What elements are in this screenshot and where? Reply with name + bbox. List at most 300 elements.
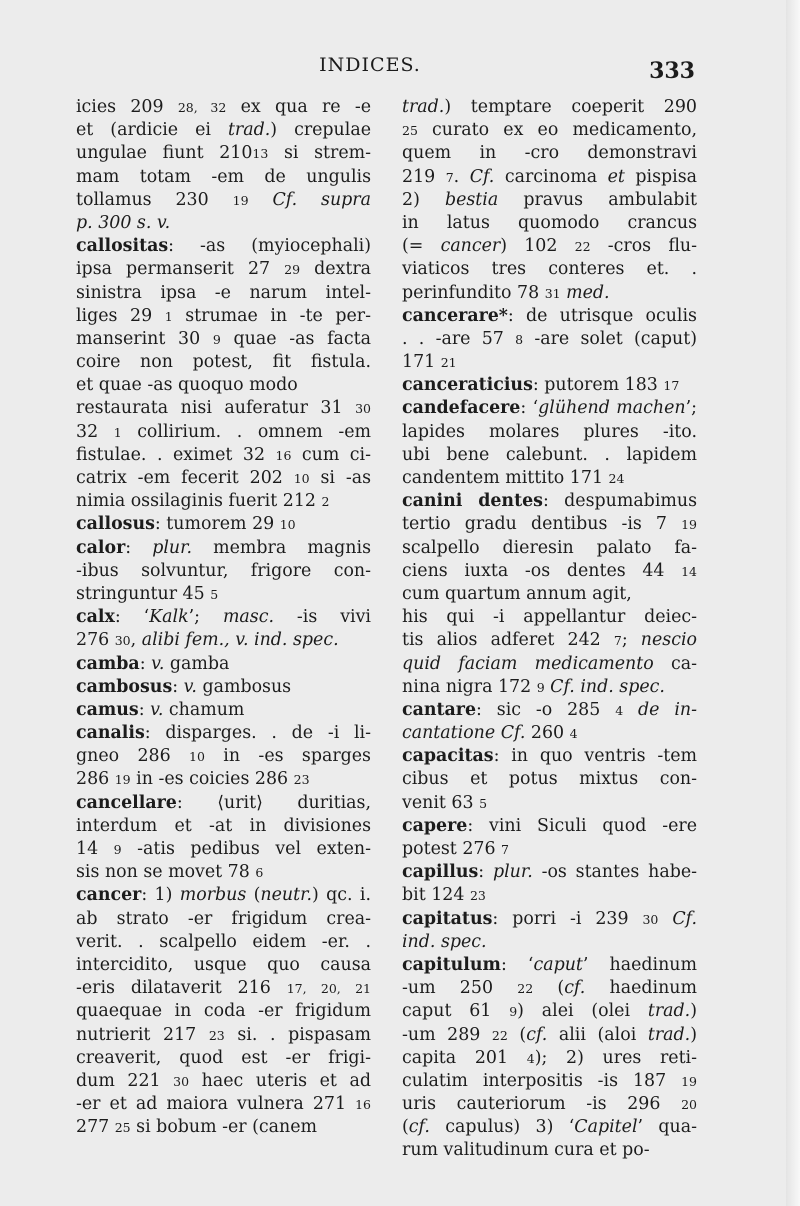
index-line: [76, 119, 371, 142]
entry-text: ipsa permanserit 27: [76, 259, 285, 280]
entry-text: [658, 909, 672, 929]
line-reference: 19: [232, 192, 249, 208]
index-line: [402, 583, 697, 606]
index-line: [402, 745, 697, 768]
line-reference: 30: [355, 401, 371, 417]
line-reference: 20: [681, 1097, 697, 1113]
index-line: [402, 884, 697, 907]
entry-text: :: [125, 537, 153, 558]
entry-text: gamba: [164, 653, 230, 674]
entry-text: chamum: [163, 699, 245, 720]
entry-text: nina nigra 172: [402, 676, 537, 697]
entry-text: -are solet (caput): [523, 328, 697, 349]
entry-text: Cf. supra: [272, 189, 371, 210]
entry-text: potest 276: [402, 839, 502, 859]
entry-text: : -as (myiocephali): [168, 236, 371, 257]
index-line: [402, 513, 697, 536]
line-reference: 25: [402, 123, 418, 139]
entry-text: : porri -i 239: [492, 908, 643, 929]
index-line: [402, 768, 697, 791]
entry-text: ); 2) ures reti-: [534, 1047, 697, 1068]
headword: camba: [76, 653, 140, 674]
index-line: [402, 699, 697, 722]
index-line: [76, 768, 371, 791]
right-column: [402, 96, 697, 1163]
entry-text: ’;: [188, 607, 223, 628]
entry-text: culatim interpositis -is 187: [402, 1070, 682, 1091]
headword: candefacere: [402, 398, 521, 419]
index-line: [402, 792, 697, 815]
entry-text: si bobum -er (canem: [130, 1117, 318, 1138]
index-line: [76, 421, 371, 444]
index-line: [76, 745, 371, 768]
line-reference: 30: [114, 633, 131, 649]
entry-text: et quae -as quoquo modo: [76, 375, 298, 396]
entry-text: :: [478, 862, 493, 883]
entry-text: gneo 286: [76, 746, 190, 767]
entry-text: coire non potest, fit fistula.: [76, 352, 371, 373]
index-line: [402, 954, 697, 977]
entry-text: : in quo ventris -tem: [493, 746, 697, 767]
index-line: [402, 282, 697, 305]
index-line: [402, 166, 697, 189]
entry-text: Cf.: [469, 166, 495, 187]
index-line: [402, 931, 697, 954]
entry-text: scalpello dieresin palato fa-: [402, 537, 697, 558]
entry-text: lapides molares plures -ito.: [402, 421, 697, 442]
entry-text: cf.: [526, 1024, 548, 1045]
entry-text: : disparges. . de -i li-: [144, 723, 371, 744]
page-edge-shadow: [786, 0, 800, 1206]
headword: canceraticius: [402, 375, 533, 396]
entry-text: : 1): [141, 885, 180, 906]
entry-text: : despumabimus: [542, 491, 697, 512]
index-line: [76, 444, 371, 467]
entry-text: sis non se movet 78: [76, 862, 256, 883]
running-header: INDICES.: [319, 54, 421, 76]
entry-text: :: [172, 676, 184, 697]
index-line: [402, 1070, 697, 1093]
entry-text: de in-: [638, 699, 697, 720]
entry-text: neutr.: [260, 885, 313, 906]
entry-text: ’;: [685, 398, 697, 419]
entry-text: trad.: [402, 97, 445, 117]
line-reference: 8: [515, 331, 524, 347]
entry-text: : ⟨urit⟩ duritias,: [176, 792, 371, 813]
entry-text: nescio: [640, 630, 697, 651]
entry-text: (: [402, 1117, 409, 1138]
line-reference: 10: [189, 749, 205, 765]
index-line: [402, 328, 697, 351]
index-line: [402, 351, 697, 374]
entry-text: -eris dilataverit 216: [76, 978, 287, 999]
entry-text: : putorem 183: [532, 375, 664, 396]
entry-text: ;: [621, 630, 641, 651]
entry-text: [249, 190, 273, 210]
entry-text: -um 289: [402, 1024, 492, 1045]
entry-text: : ‘: [500, 954, 534, 975]
entry-text: viaticos tres conteres et. .: [402, 259, 697, 280]
entry-text: masc.: [222, 607, 274, 628]
entry-text: perinfundito 78: [402, 282, 545, 303]
line-reference: 23: [469, 888, 486, 904]
line-reference: 9: [536, 679, 545, 695]
line-reference: 23: [293, 772, 310, 788]
line-reference: 23: [208, 1027, 225, 1043]
entry-text: carcinoma: [494, 166, 608, 187]
entry-text: membra magnis: [192, 537, 371, 558]
entry-text: trad.: [647, 1001, 691, 1022]
entry-text: ungulae fiunt 210: [76, 143, 253, 164]
entry-text: 276: [76, 630, 115, 651]
entry-text: nutrierit 217: [76, 1024, 209, 1045]
headword: camus: [76, 699, 139, 720]
entry-text: quid faciam medicamento: [402, 653, 654, 674]
entry-text: fistulae. . eximet 32: [76, 444, 276, 465]
entry-text: verit. . scalpello eidem -er. .: [76, 931, 371, 952]
line-reference: 13: [252, 146, 269, 162]
entry-text: alibi fem., v. ind. spec.: [141, 630, 339, 651]
entry-text: alii (aloi: [547, 1024, 648, 1045]
entry-text: v.: [150, 699, 164, 720]
index-line: [402, 1047, 697, 1070]
entry-text: Cf.: [500, 723, 526, 744]
entry-text: si -as: [309, 468, 371, 488]
entry-text: si. . pispasam: [224, 1024, 371, 1045]
headword: capillus: [402, 862, 479, 883]
headword: cantare: [402, 699, 477, 720]
line-reference: 25: [114, 1120, 131, 1136]
entry-text: cf.: [408, 1117, 430, 1138]
entry-text: caput 61: [402, 1001, 510, 1022]
entry-text: : ‘: [520, 398, 539, 419]
index-line: [76, 722, 371, 745]
entry-text: -is vivi: [274, 607, 371, 628]
entry-text: morbus: [179, 885, 247, 906]
entry-text: -um 250: [402, 978, 518, 999]
headword: canini dentes: [402, 491, 543, 512]
index-line: [76, 397, 371, 420]
index-line: [76, 328, 371, 351]
index-line: [402, 119, 697, 142]
entry-text: pispisa: [624, 166, 697, 187]
entry-text: 14: [76, 839, 114, 859]
entry-text: uris cauteriorum -is 296: [402, 1094, 682, 1115]
entry-text: icies 209: [76, 97, 178, 117]
index-line: [76, 258, 371, 281]
entry-text: curato ex eo medicamento,: [417, 120, 697, 141]
line-reference: 9: [113, 842, 122, 857]
entry-text: : de utrisque oculis: [507, 305, 697, 326]
entry-text: gambosus: [196, 676, 292, 697]
index-line: [76, 235, 371, 258]
index-line: [402, 421, 697, 444]
index-line: [76, 583, 371, 606]
index-line: [402, 1116, 697, 1139]
index-line: [76, 1024, 371, 1047]
index-line: [76, 629, 371, 652]
index-line: [402, 258, 697, 281]
index-line: [402, 1024, 697, 1047]
entry-text: : ‘: [114, 607, 150, 628]
entry-text: quem in -cro demonstravi: [402, 143, 697, 164]
index-line: [76, 351, 371, 374]
index-line: [402, 142, 697, 165]
line-reference: 2: [321, 494, 330, 510]
entry-text: med.: [566, 282, 610, 303]
entry-text: trad.: [227, 120, 271, 141]
index-line: [402, 96, 697, 119]
index-line: [76, 838, 371, 861]
line-reference: 22: [574, 239, 591, 255]
page-number: 333: [649, 58, 695, 84]
entry-text: manserint 30: [76, 328, 213, 349]
index-line: [76, 931, 371, 954]
headword: cancerare*: [402, 305, 508, 326]
index-line: [402, 653, 697, 676]
entry-text: ) temptare coeperit 290: [444, 97, 697, 117]
entry-text: venit 63: [402, 792, 480, 813]
index-line: [76, 96, 371, 119]
headword: cambosus: [76, 676, 173, 697]
index-line: [76, 1047, 371, 1070]
line-reference: 6: [255, 865, 264, 881]
entry-text: 2): [402, 189, 445, 210]
index-line: [402, 977, 697, 1000]
line-reference: 30: [642, 911, 659, 927]
index-line: [76, 954, 371, 977]
index-line: [76, 1070, 371, 1093]
entry-text: creaverit, quod est -er frigi-: [76, 1047, 371, 1068]
index-line: [76, 212, 371, 235]
entry-text: haedinum: [585, 978, 697, 999]
entry-text: haec uteris et ad: [189, 1070, 371, 1091]
entry-text: Kalk: [149, 607, 189, 628]
entry-text: ciens iuxta -os dentes 44: [402, 560, 682, 581]
entry-text: nimia ossilaginis fuerit 212: [76, 491, 322, 512]
entry-text: -er et ad maiora vulnera 271: [76, 1094, 356, 1115]
entry-text: mam totam -em de ungulis: [76, 166, 371, 187]
index-line: [402, 815, 697, 838]
index-line: [402, 1000, 697, 1023]
line-reference: 7: [613, 633, 622, 649]
index-line: [76, 467, 371, 490]
headword: capitatus: [402, 908, 493, 929]
line-reference: 14: [681, 563, 697, 579]
entry-text: in -es sparges: [204, 746, 371, 767]
entry-text: ): [690, 1024, 697, 1045]
index-line: [402, 560, 697, 583]
index-line: [402, 490, 697, 513]
entry-text: si strem-: [268, 143, 371, 164]
index-line: [402, 629, 697, 652]
entry-text: strumae in -te per-: [172, 305, 371, 326]
index-line: [76, 861, 371, 884]
index-line: [76, 653, 371, 676]
index-line: [76, 699, 371, 722]
index-line: [76, 537, 371, 560]
index-line: [76, 142, 371, 165]
index-line: [402, 1139, 697, 1162]
entry-text: pravus ambulabit: [498, 189, 697, 210]
entry-text: stringuntur 45: [76, 583, 211, 604]
headword: callositas: [76, 236, 169, 257]
entry-text: ) crepulae: [270, 120, 371, 141]
entry-text: p. 300 s. v.: [76, 212, 171, 233]
left-column: [76, 96, 371, 1139]
entry-text: cum ci-: [291, 444, 371, 465]
entry-text: ’ haedinum: [582, 954, 697, 975]
headword: calx: [76, 607, 115, 628]
index-line: [402, 1093, 697, 1116]
entry-text: ’ qua-: [637, 1117, 697, 1138]
entry-text: rum valitudinum cura et po-: [402, 1140, 650, 1161]
index-line: [76, 1116, 371, 1139]
entry-text: in -es coicies 286: [130, 769, 294, 790]
entry-text: cancer: [440, 236, 501, 257]
index-line: [76, 676, 371, 699]
headword: calor: [76, 537, 126, 558]
line-reference: 22: [517, 981, 534, 997]
entry-text: (: [246, 885, 261, 906]
entry-text: interdum et -at in divisiones: [76, 815, 371, 836]
entry-text: in latus quomodo crancus: [402, 212, 697, 233]
line-reference: 4: [615, 702, 624, 718]
index-line: [402, 908, 697, 931]
entry-text: intercidito, usque quo causa: [76, 954, 371, 975]
entry-text: bestia: [444, 189, 499, 210]
entry-text: Cf.: [672, 908, 697, 929]
line-reference: 16: [275, 447, 292, 463]
index-line: [76, 374, 371, 397]
entry-text: ubi bene calebunt. . lapidem: [402, 444, 697, 465]
entry-text: his qui -i appellantur deiec-: [402, 607, 697, 628]
index-line: [402, 397, 697, 420]
entry-text: quaequae in coda -er frigidum: [76, 1001, 371, 1022]
entry-text: candentem mittito 171: [402, 468, 609, 488]
entry-text: v.: [151, 653, 165, 674]
line-reference: 9: [509, 1004, 518, 1020]
entry-text: bit 124: [402, 885, 470, 906]
entry-text: ) 102: [500, 236, 575, 257]
index-line: [402, 861, 697, 884]
entry-text: cf.: [564, 978, 586, 999]
line-reference: 19: [681, 517, 697, 533]
line-reference: 24: [608, 471, 625, 486]
headword: capere: [402, 815, 468, 836]
line-reference: 19: [681, 1073, 697, 1089]
entry-text: plur.: [152, 537, 193, 558]
entry-text: caput: [533, 954, 583, 975]
entry-text: ca-: [653, 653, 698, 674]
entry-text: Capitel: [574, 1117, 638, 1138]
line-reference: 17: [663, 378, 680, 394]
headword: canalis: [76, 723, 145, 744]
index-line: [402, 467, 697, 490]
index-line: [76, 282, 371, 305]
index-line: [402, 305, 697, 328]
entry-text: ,: [130, 630, 142, 651]
entry-text: : sic -o 285: [476, 699, 616, 720]
entry-text: trad.: [647, 1024, 691, 1045]
entry-text: cibus et potus mixtus con-: [402, 769, 697, 790]
entry-text: (=: [402, 236, 441, 257]
index-line: [402, 676, 697, 699]
entry-text: cantatione: [402, 723, 496, 744]
entry-text: ): [690, 1001, 697, 1022]
line-reference: 17, 20, 21: [286, 981, 371, 997]
index-line: [76, 166, 371, 189]
entry-text: -atis pedibus vel exten-: [121, 839, 371, 859]
entry-text: 219: [402, 166, 446, 187]
entry-text: 260: [525, 723, 570, 744]
entry-text: -ibus solvuntur, frigore con-: [76, 560, 371, 581]
index-line: [76, 560, 371, 583]
index-line: [402, 722, 697, 745]
line-reference: 30: [173, 1073, 190, 1089]
line-reference: 9: [212, 331, 221, 347]
entry-text: .: [453, 166, 470, 187]
entry-text: : vini Siculi quod -ere: [467, 815, 697, 836]
headword: capitulum: [402, 954, 501, 975]
entry-text: :: [138, 699, 151, 720]
entry-text: catrix -em fecerit 202: [76, 468, 294, 488]
entry-text: v.: [183, 676, 197, 697]
line-reference: 31: [544, 285, 561, 301]
headword: cancellare: [76, 792, 177, 813]
index-line: [76, 977, 371, 1000]
index-line: [402, 212, 697, 235]
index-line: [76, 884, 371, 907]
entry-text: et (ardicie ei: [76, 120, 228, 141]
entry-text: capita 201: [402, 1047, 527, 1068]
index-line: [76, 908, 371, 931]
line-reference: 10: [293, 471, 310, 486]
entry-text: capulus) 3) ‘: [429, 1117, 575, 1138]
headword: callosus: [76, 514, 155, 535]
index-line: [76, 189, 371, 212]
entry-text: 171: [402, 352, 441, 373]
line-reference: 16: [355, 1097, 371, 1113]
entry-text: -os stantes habe-: [532, 862, 697, 883]
entry-text: -cros flu-: [590, 236, 697, 257]
entry-text: 277: [76, 1117, 115, 1138]
entry-text: 286: [76, 769, 115, 790]
entry-text: dextra: [300, 259, 371, 280]
entry-text: tis alios adferet 242: [402, 630, 614, 651]
entry-text: . . -are 57: [402, 328, 516, 349]
line-reference: 1: [164, 308, 173, 324]
entry-text: tollamus 230: [76, 189, 233, 210]
index-line: [402, 444, 697, 467]
index-line: [76, 792, 371, 815]
entry-text: plur.: [492, 862, 533, 883]
line-reference: 7: [501, 842, 509, 857]
entry-text: 32: [76, 421, 114, 442]
index-line: [402, 838, 697, 861]
entry-text: :: [139, 653, 152, 674]
entry-text: quae -as facta: [220, 328, 371, 349]
entry-text: cum quartum annum agit,: [402, 583, 632, 604]
entry-text: (: [507, 1024, 527, 1045]
index-line: [76, 1000, 371, 1023]
line-reference: 10: [279, 517, 296, 533]
entry-text: : tumorem 29: [154, 514, 280, 535]
index-line: [402, 235, 697, 258]
line-reference: 22: [491, 1027, 508, 1043]
headword: cancer: [76, 885, 142, 906]
index-line: [402, 189, 697, 212]
